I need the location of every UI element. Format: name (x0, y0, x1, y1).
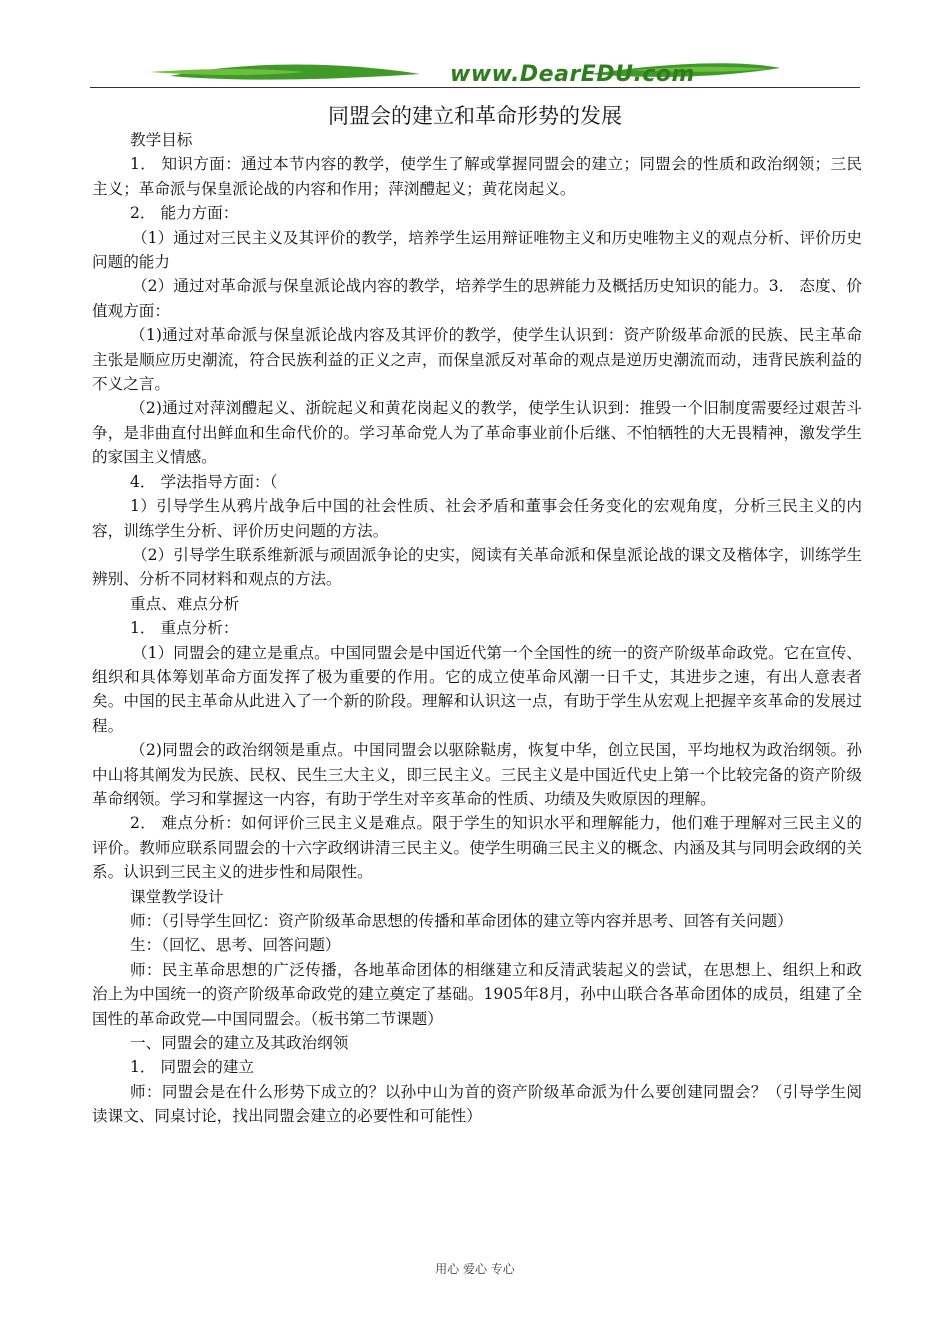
paragraph: 师：民主革命思想的广泛传播，各地革命团体的相继建立和反清武装起义的尝试，在思想上、组织上和政治上为中国统一的资产阶级革命政党的建立奠定了基础。1905年8月，孙中山联合各革命团体的成员，组建了全国性的革命政党—中国同盟会。（板书第二节课题） (92, 960, 862, 1028)
paragraph: 重点、难点分析 (130, 594, 240, 613)
paragraph: （1）通过对三民主义及其评价的教学，培养学生运用辩证唯物主义和历史唯物主义的观点分析、评价历史问题的能力 (92, 228, 862, 272)
document-body (92, 128, 862, 1129)
paragraph: 生：（回忆、思考、回答问题） (130, 936, 341, 955)
site-logo-text[interactable]: www.DearEDU.com (450, 62, 695, 87)
paragraph: 师：（引导学生回忆：资产阶级革命思想的传播和革命团体的建立等内容并思考、回答有关问题） (130, 912, 793, 930)
paragraph: 1． 知识方面：通过本节内容的教学，使学生了解或掌握同盟会的建立；同盟会的性质和政治纲领；三民主义；革命派与保皇派论战的内容和作用；萍浏醴起义；黄花岗起义。 (92, 155, 862, 198)
paragraph: （2）引导学生联系维新派与顽固派争论的史实，阅读有关革命派和保皇派论战的课文及楷体字，训练学生辨别、分析不同材料和观点的方法。 (92, 545, 862, 589)
paragraph: 师：同盟会是在什么形势下成立的？以孙中山为首的资产阶级革命派为什么要创建同盟会？（引导学生阅读课文、同桌讨论，找出同盟会建立的必要性和可能性） (92, 1082, 862, 1126)
paragraph: 4． 学法指导方面：（ (130, 472, 278, 491)
paragraph: （1）同盟会的建立是重点。中国同盟会是中国近代第一个全国性的统一的资产阶级革命政党。它在宣传、组织和具体筹划革命方面发挥了极为重要的作用。它的成立使革命风潮一日千丈，其进步之速，有出人意表者矣。中国的民主革命从此进入了一个新的阶段。理解和认识这一点，有助于学生从宏观上把握辛亥革命的发展过程。 (92, 643, 862, 735)
page-title: 同盟会的建立和革命形势的发展 (328, 104, 622, 128)
paragraph: 2． 难点分析：如何评价三民主义是难点。限于学生的知识水平和理解能力，他们难于理解对三民主义的评价。教师应联系同盟会的十六字政纲讲清三民主义。使学生明确三民主义的概念、内涵及其与同明会政纲的关系。认识到三民主义的进步性和局限性。 (92, 814, 862, 882)
paragraph: 1）引导学生从鸦片战争后中国的社会性质、社会矛盾和董事会任务变化的宏观角度，分析三民主义的内容，训练学生分析、评价历史问题的方法。 (92, 497, 862, 540)
paragraph: 1． 重点分析： (130, 619, 239, 638)
paragraph: 一、同盟会的建立及其政治纲领 (130, 1034, 349, 1053)
page-footer: 用心 爱心 专心 (435, 1262, 515, 1276)
paragraph: 课堂教学设计 (130, 887, 224, 906)
paragraph: （2)同盟会的政治纲领是重点。中国同盟会以驱除鞑虏，恢复中华，创立民国，平均地权为政治纲领。孙中山将其阐发为民族、民权、民生三大主义，即三民主义。三民主义是中国近代史上第一个比较完备的资产阶级革命纲领。学习和掌握这一内容，有助于学生对辛亥革命的性质、功绩及失败原因的理解。 (92, 741, 862, 808)
paragraph: （2）通过对革命派与保皇派论战内容的教学，培养学生的思辨能力及概括历史知识的能力。3． 态度、价值观方面： (92, 277, 862, 320)
paragraph: （1)通过对革命派与保皇派论战内容及其评价的教学，使学生认识到：资产阶级革命派的民族、民主革命主张是顺应历史潮流，符合民族利益的正义之声，而保皇派反对革命的观点是逆历史潮流而动，违背民族利益的不义之言。 (92, 326, 862, 394)
paragraph: 2． 能力方面： (130, 204, 239, 223)
header-divider (90, 87, 860, 88)
paragraph: （2)通过对萍浏醴起义、浙皖起义和黄花岗起义的教学，使学生认识到：推毁一个旧制度需要经过艰苦斗争，是非曲直付出鲜血和生命代价的。学习革命党人为了革命事业前仆后继、不怕牺牲的大无畏精神，激发学生的家国主义情感。 (92, 399, 862, 467)
paragraph: 教学目标 (130, 131, 193, 149)
paragraph: 1． 同盟会的建立 (130, 1058, 255, 1077)
